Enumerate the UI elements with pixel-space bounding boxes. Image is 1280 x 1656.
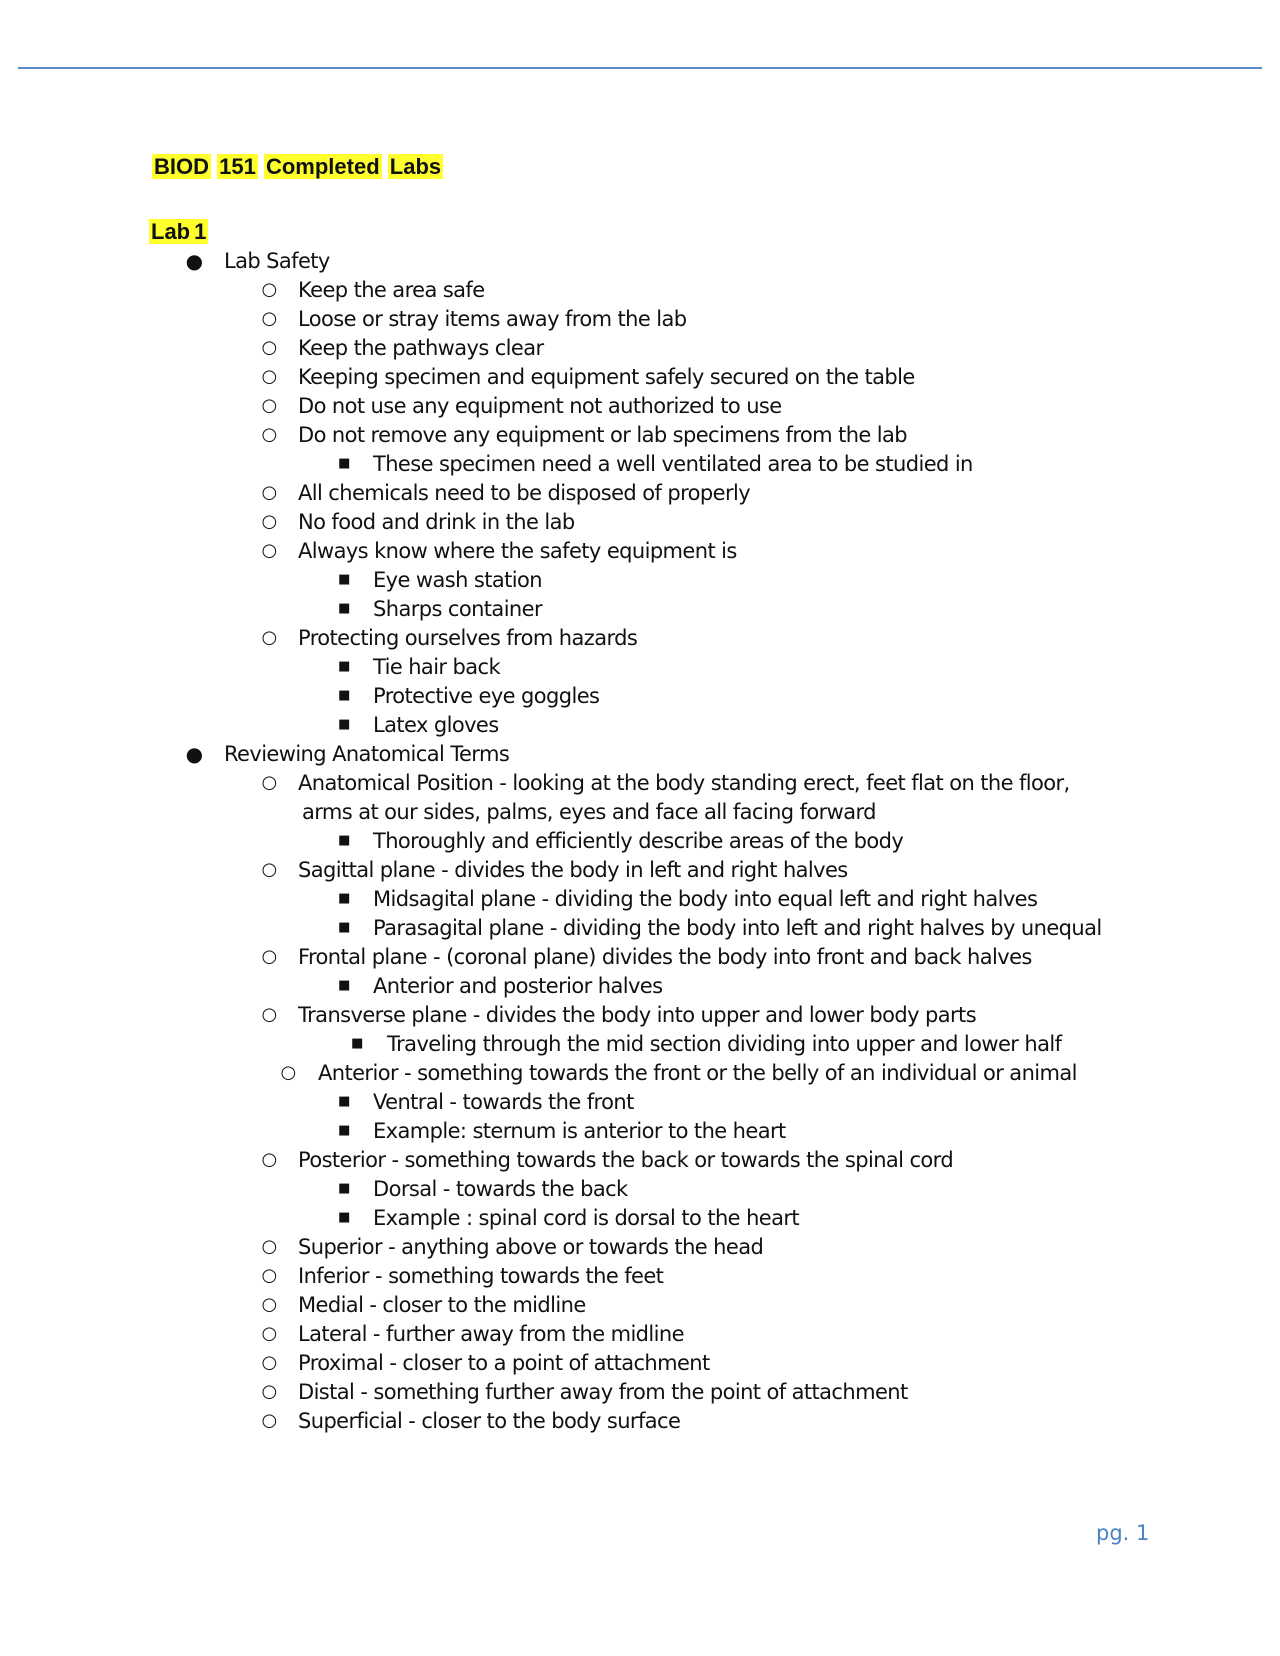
list-item-text: Thoroughly and efficiently describe areas of the body — [373, 829, 904, 853]
list-item-text: Example : spinal cord is dorsal to the heart — [373, 1206, 800, 1230]
list-item-text: Protective eye goggles — [373, 684, 600, 708]
header-rule — [18, 67, 1262, 69]
list-item-text: Parasagital plane - dividing the body into left and right halves by unequal — [373, 916, 1102, 940]
title-word: Completed — [265, 154, 380, 179]
list-item — [0, 362, 1280, 391]
list-item-text: Medial - closer to the midline — [298, 1293, 586, 1317]
square-bullet-icon: ■ — [338, 833, 350, 848]
square-bullet-icon: ■ — [338, 659, 350, 674]
circle-bullet-icon: ○ — [261, 1352, 277, 1373]
list-item — [0, 1290, 1280, 1319]
list-item — [0, 1116, 1280, 1145]
square-bullet-icon: ■ — [338, 1123, 350, 1138]
circle-bullet-icon: ○ — [261, 395, 277, 416]
list-item — [0, 391, 1280, 420]
list-item-text: Always know where the safety equipment is — [298, 539, 737, 563]
list-item-text: Midsagital plane - dividing the body into equal left and right halves — [373, 887, 1038, 911]
circle-bullet-icon: ○ — [261, 1410, 277, 1431]
circle-bullet-icon: ○ — [261, 540, 277, 561]
list-item — [0, 1058, 1280, 1087]
list-item — [0, 594, 1280, 623]
list-item-text: Loose or stray items away from the lab — [298, 307, 687, 331]
list-item — [0, 507, 1280, 536]
square-bullet-icon: ■ — [338, 1181, 350, 1196]
circle-bullet-icon: ○ — [261, 482, 277, 503]
title-word: BIOD — [154, 154, 209, 179]
square-bullet-icon: ■ — [338, 891, 350, 906]
dot-bullet-icon: ● — [185, 742, 203, 766]
list-item-text: Do not use any equipment not authorized to use — [298, 394, 782, 418]
document-title — [152, 152, 443, 182]
circle-bullet-icon: ○ — [261, 424, 277, 445]
list-item — [0, 768, 1280, 797]
list-item-text: Lateral - further away from the midline — [298, 1322, 684, 1346]
list-item — [0, 478, 1280, 507]
square-bullet-icon: ■ — [338, 1094, 350, 1109]
list-item — [0, 710, 1280, 739]
list-item — [0, 971, 1280, 1000]
list-item-text: Do not remove any equipment or lab specimens from the lab — [298, 423, 908, 447]
circle-bullet-icon: ○ — [261, 308, 277, 329]
list-item-text: Lab Safety — [224, 249, 330, 273]
list-item-text: All chemicals need to be disposed of properly — [298, 481, 751, 505]
list-item — [0, 884, 1280, 913]
list-item — [0, 1203, 1280, 1232]
list-item — [0, 536, 1280, 565]
list-item — [0, 681, 1280, 710]
list-item — [0, 333, 1280, 362]
list-item-text: Tie hair back — [373, 655, 501, 679]
page-number: pg. 1 — [1096, 1521, 1150, 1545]
circle-bullet-icon: ○ — [261, 1381, 277, 1402]
list-item — [0, 942, 1280, 971]
circle-bullet-icon: ○ — [261, 627, 277, 648]
list-item — [0, 275, 1280, 304]
list-item — [0, 246, 1280, 275]
list-item-text: Inferior - something towards the feet — [298, 1264, 664, 1288]
list-item — [0, 1261, 1280, 1290]
square-bullet-icon: ■ — [338, 717, 350, 732]
dot-bullet-icon: ● — [185, 249, 203, 273]
lab-heading — [149, 217, 208, 247]
square-bullet-icon: ■ — [338, 978, 350, 993]
circle-bullet-icon: ○ — [261, 946, 277, 967]
title-word: 151 — [219, 154, 256, 179]
list-item-text: Keeping specimen and equipment safely secured on the table — [298, 365, 915, 389]
list-item-text: Posterior - something towards the back or towards the spinal cord — [298, 1148, 954, 1172]
list-item-text: Eye wash station — [373, 568, 542, 592]
list-item — [0, 420, 1280, 449]
list-item — [0, 1145, 1280, 1174]
list-item — [0, 826, 1280, 855]
list-item — [0, 1406, 1280, 1435]
square-bullet-icon: ■ — [338, 572, 350, 587]
list-item — [0, 1000, 1280, 1029]
list-item-text: Anterior and posterior halves — [373, 974, 663, 998]
square-bullet-icon: ■ — [351, 1036, 363, 1051]
circle-bullet-icon: ○ — [261, 1294, 277, 1315]
list-item — [0, 1348, 1280, 1377]
title-word: Labs — [389, 154, 442, 179]
list-item-text: Anatomical Position - looking at the body standing erect, feet flat on the floor, — [298, 771, 1070, 795]
list-item — [0, 797, 1280, 826]
square-bullet-icon: ■ — [338, 456, 350, 471]
list-item-text: No food and drink in the lab — [298, 510, 575, 534]
list-item — [0, 1232, 1280, 1261]
list-item-text: Sagittal plane - divides the body in left and right halves — [298, 858, 848, 882]
list-item-text: Transverse plane - divides the body into upper and lower body parts — [298, 1003, 977, 1027]
square-bullet-icon: ■ — [338, 688, 350, 703]
list-item-text: Keep the area safe — [298, 278, 485, 302]
list-item — [0, 1087, 1280, 1116]
list-item-text: Latex gloves — [373, 713, 499, 737]
list-item-text: Ventral - towards the front — [373, 1090, 634, 1114]
list-item-text: Superficial - closer to the body surface — [298, 1409, 681, 1433]
circle-bullet-icon: ○ — [261, 511, 277, 532]
square-bullet-icon: ■ — [338, 920, 350, 935]
circle-bullet-icon: ○ — [261, 1149, 277, 1170]
circle-bullet-icon: ○ — [261, 859, 277, 880]
list-item — [0, 1029, 1280, 1058]
list-item — [0, 913, 1280, 942]
list-item-text: Reviewing Anatomical Terms — [224, 742, 510, 766]
list-item-text: These specimen need a well ventilated area to be studied in — [373, 452, 973, 476]
list-item-text: Frontal plane - (coronal plane) divides the body into front and back halves — [298, 945, 1032, 969]
lab-heading-word: Lab — [151, 219, 191, 244]
list-item — [0, 565, 1280, 594]
notes-outline — [0, 246, 1280, 1435]
list-item-text: Superior - anything above or towards the head — [298, 1235, 764, 1259]
list-item-text: Example: sternum is anterior to the heart — [373, 1119, 786, 1143]
list-item-text: Dorsal - towards the back — [373, 1177, 628, 1201]
list-item-text: Protecting ourselves from hazards — [298, 626, 638, 650]
list-item-text: arms at our sides, palms, eyes and face all facing forward — [302, 800, 876, 824]
list-item — [0, 623, 1280, 652]
lab-heading-number: 1 — [194, 219, 207, 244]
list-item — [0, 652, 1280, 681]
list-item-text: Sharps container — [373, 597, 542, 621]
circle-bullet-icon: ○ — [261, 366, 277, 387]
circle-bullet-icon: ○ — [261, 772, 277, 793]
circle-bullet-icon: ○ — [261, 279, 277, 300]
list-item — [0, 449, 1280, 478]
list-item-text: Traveling through the mid section dividing into upper and lower half — [387, 1032, 1062, 1056]
circle-bullet-icon: ○ — [261, 1236, 277, 1257]
circle-bullet-icon: ○ — [261, 337, 277, 358]
list-item — [0, 304, 1280, 333]
list-item — [0, 1377, 1280, 1406]
list-item — [0, 739, 1280, 768]
list-item-text: Proximal - closer to a point of attachment — [298, 1351, 710, 1375]
circle-bullet-icon: ○ — [280, 1062, 296, 1083]
square-bullet-icon: ■ — [338, 601, 350, 616]
list-item-text: Distal - something further away from the point of attachment — [298, 1380, 908, 1404]
list-item — [0, 1174, 1280, 1203]
circle-bullet-icon: ○ — [261, 1265, 277, 1286]
list-item-text: Keep the pathways clear — [298, 336, 544, 360]
list-item — [0, 855, 1280, 884]
list-item-text: Anterior - something towards the front or the belly of an individual or animal — [318, 1061, 1077, 1085]
list-item — [0, 1319, 1280, 1348]
square-bullet-icon: ■ — [338, 1210, 350, 1225]
circle-bullet-icon: ○ — [261, 1323, 277, 1344]
circle-bullet-icon: ○ — [261, 1004, 277, 1025]
